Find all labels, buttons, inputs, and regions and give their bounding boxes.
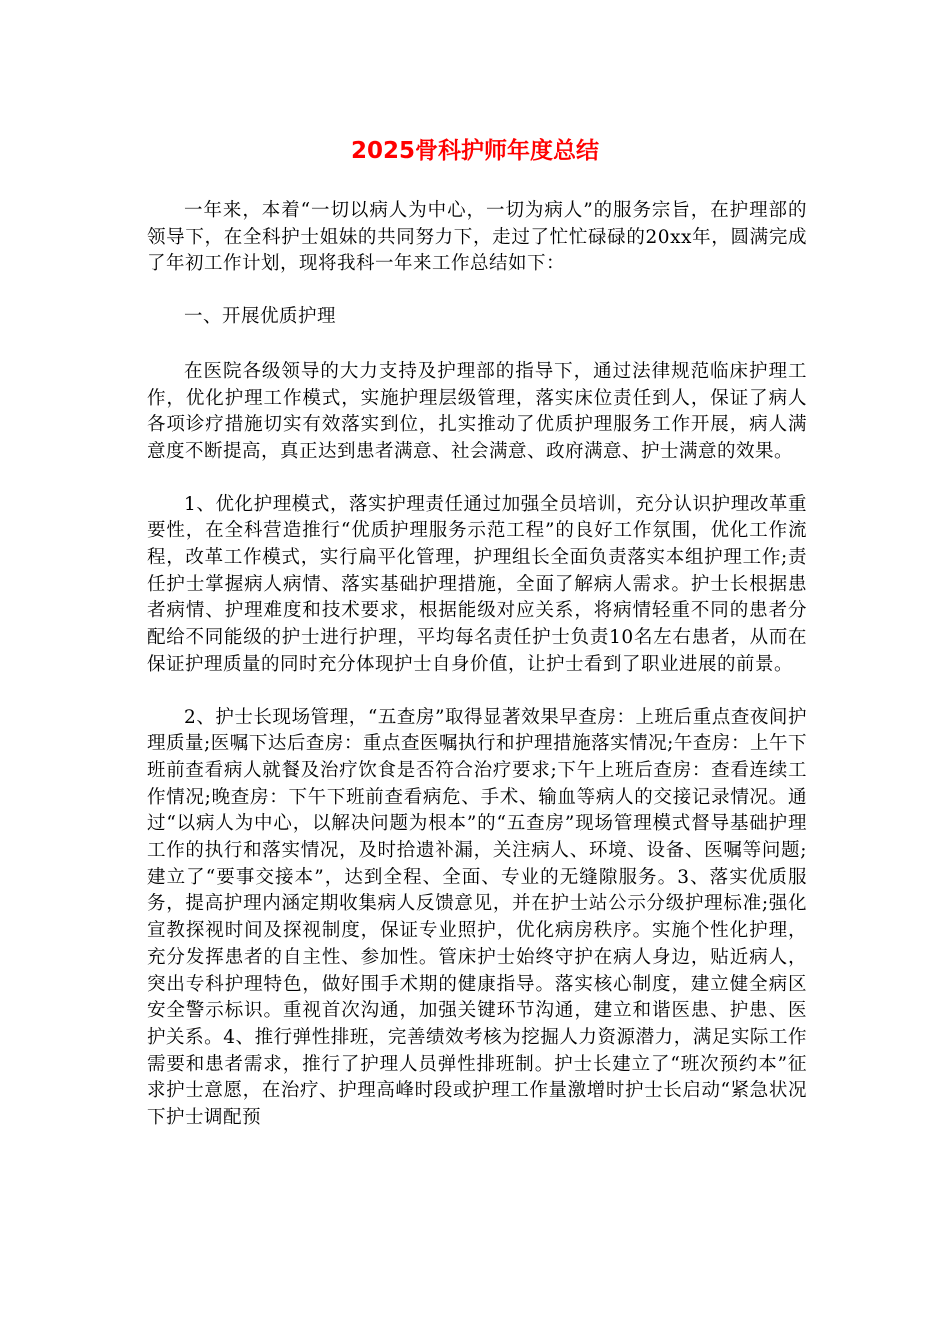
document-title: 2025骨科护师年度总结 (350, 138, 599, 164)
section-heading: 一、开展优质护理 (184, 306, 337, 328)
intro-paragraph: 一年来，本着“一切以病人为中心，一切为病人”的服务宗旨，在护理部的领导下，在全科护士姐妹的共同努力下，走过了忙忙碌碌的20xx年，圆满完成了年初工作计划，现将我科一年来工作总结如下： (147, 200, 807, 275)
body-paragraph: 1、优化护理模式，落实护理责任通过加强全员培训，充分认识护理改革重要性，在全科营造推行“优质护理服务示范工程”的良好工作氛围，优化工作流程，改革工作模式，实行扁平化管理，护理组长全面负责落实本组护理工作;责任护士掌握病人病情、落实基础护理措施，全面了解病人需求。护士长根据患者病情、护理难度和技术要求，根据能级对应关系，将病情轻重不同的患者分配给不同能级的护士进行护理，平均每名责任护士负责10名左右患者，从而在保证护理质量的同时充分体现护士自身价值，让护士看到了职业进展的前景。 (147, 493, 807, 675)
document-body (147, 198, 807, 1158)
body-paragraph: 在医院各级领导的大力支持及护理部的指导下，通过法律规范临床护理工作，优化护理工作模式，实施护理层级管理，落实床位责任到人，保证了病人各项诊疗措施切实有效落实到位，扎实推动了优质护理服务工作开展，病人满意度不断提高，真正达到患者满意、社会满意、政府满意、护士满意的效果。 (147, 360, 807, 462)
body-paragraph: 2、护士长现场管理，“五查房”取得显著效果早查房：上班后重点查夜间护理质量;医嘱下达后查房：重点查医嘱执行和护理措施落实情况;午查房：上午下班前查看病人就餐及治疗饮食是否符合治疗要求;下午上班后查房：查看连续工作情况;晚查房：下午下班前查看病危、手术、输血等病人的交接记录情况。通过“以病人为中心，以解决问题为根本”的“五查房”现场管理模式督导基础护理工作的执行和落实情况，及时拾遗补漏，关注病人、环境、设备、医嘱等问题;建立了“要事交接本”，达到全程、全面、专业的无缝隙服务。3、落实优质服务，提高护理内涵定期收集病人反馈意见，并在护士站公示分级护理标准;强化宣教探视时间及探视制度，保证专业照护，优化病房秩序。实施个性化护理，充分发挥患者的自主性、参加性。管床护士始终守护在病人身边，贴近病人，突出专科护理特色，做好围手术期的健康指导。落实核心制度，建立健全病区安全警示标识。重视首次沟通，加强关键环节沟通，建立和谐医患、护患、医护关系。4、推行弹性排班，完善绩效考核为挖掘人力资源潜力，满足实际工作需要和患者需求，推行了护理人员弹性排班制。护士长建立了“班次预约本”征求护士意愿，在治疗、护理高峰时段或护理工作量激增时护士长启动“紧急状况下护士调配预 (147, 706, 807, 1129)
